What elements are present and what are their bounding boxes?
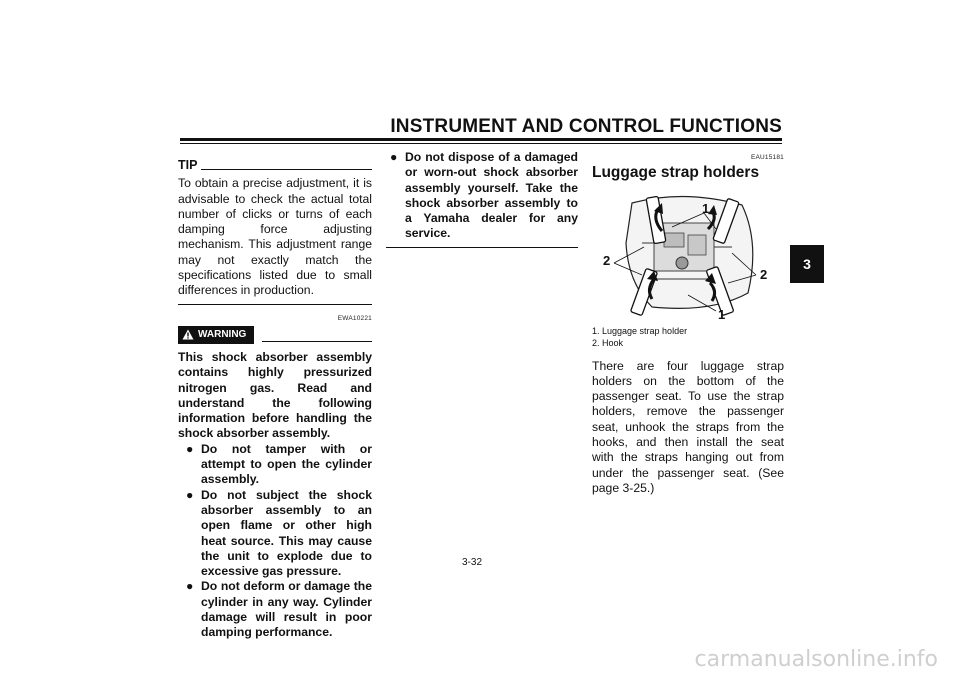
bullet-icon: ● bbox=[186, 441, 194, 456]
watermark: carmanualsonline.info bbox=[694, 647, 938, 672]
tip-end-rule bbox=[178, 304, 372, 305]
caption-item: 2. Hook bbox=[592, 337, 624, 348]
warning-rule bbox=[262, 327, 372, 342]
bullet-icon: ● bbox=[186, 579, 194, 594]
warning-bullet: ● Do not subject the shock absorber assembly to an open flame or other high heat source. This may cause the unit to explode due to excessive gas pressure. bbox=[186, 487, 372, 579]
caption-item: 1. Luggage strap holder bbox=[592, 325, 688, 336]
bullet-icon: ● bbox=[186, 487, 194, 502]
page-number: 3-32 bbox=[462, 557, 483, 568]
header-rule bbox=[180, 138, 782, 141]
chapter-tab[interactable]: 3 bbox=[790, 245, 824, 283]
section-body: There are four luggage strap holders on the bottom of the passenger seat. To use the strap holders, remove the passenger seat, unhook the straps from the hooks, and then install the seat with the straps hanging out from under the passenger seat. (See page 3-25.) bbox=[592, 358, 784, 495]
warning-bullets bbox=[178, 442, 372, 641]
section-code: EAU15181 bbox=[750, 154, 784, 161]
bullet-icon: ● bbox=[390, 150, 398, 164]
tip-header bbox=[178, 158, 372, 173]
tip-text: To obtain a precise adjustment, it is advisable to check the actual total number of clicks or turns of each damping force adjusting mechanism. This adjustment range may not exactly match the specifications listed due to small differences in production. bbox=[178, 176, 372, 298]
tip-label: TIP bbox=[178, 158, 198, 172]
warning-header bbox=[178, 326, 372, 344]
middle-column bbox=[386, 150, 578, 248]
header-rule-thin bbox=[180, 143, 782, 144]
warning-intro: This shock absorber assembly contains highly pressurized nitrogen gas. Read and understand the following information before handling the shock absorber assembly. bbox=[178, 349, 372, 441]
callout-2-right: 2 bbox=[760, 266, 768, 282]
figure-captions bbox=[592, 325, 784, 349]
warning-badge bbox=[178, 326, 254, 344]
warning-bullet: ● Do not dispose of a damaged or worn-out shock absorber assembly yourself. Take the shock absorber assembly to a Yamaha dealer for any service. bbox=[390, 150, 578, 241]
seat-underside-illustration bbox=[592, 183, 778, 323]
luggage-strap-figure bbox=[592, 183, 778, 323]
warning-end-rule bbox=[386, 247, 578, 248]
warning-label: WARNING bbox=[198, 329, 247, 341]
callout-1-bottom: 1 bbox=[718, 306, 726, 322]
page-header-title: INSTRUMENT AND CONTROL FUNCTIONS bbox=[390, 116, 782, 137]
warning-bullet: ● Do not deform or damage the cylinder in any way. Cylinder damage will result in poor damping performance. bbox=[186, 579, 372, 640]
callout-1-top: 1 bbox=[702, 200, 710, 216]
warning-bullets-continued bbox=[386, 150, 578, 242]
right-column bbox=[592, 150, 784, 496]
tip-rule bbox=[201, 169, 372, 170]
warning-bullet: ● Do not tamper with or attempt to open the cylinder assembly. bbox=[186, 441, 372, 487]
left-column bbox=[178, 150, 372, 641]
callout-2-left: 2 bbox=[603, 252, 611, 268]
warning-triangle-icon bbox=[182, 329, 194, 340]
warning-code: EWA10221 bbox=[337, 314, 372, 322]
section-title: Luggage strap holders bbox=[592, 164, 760, 182]
